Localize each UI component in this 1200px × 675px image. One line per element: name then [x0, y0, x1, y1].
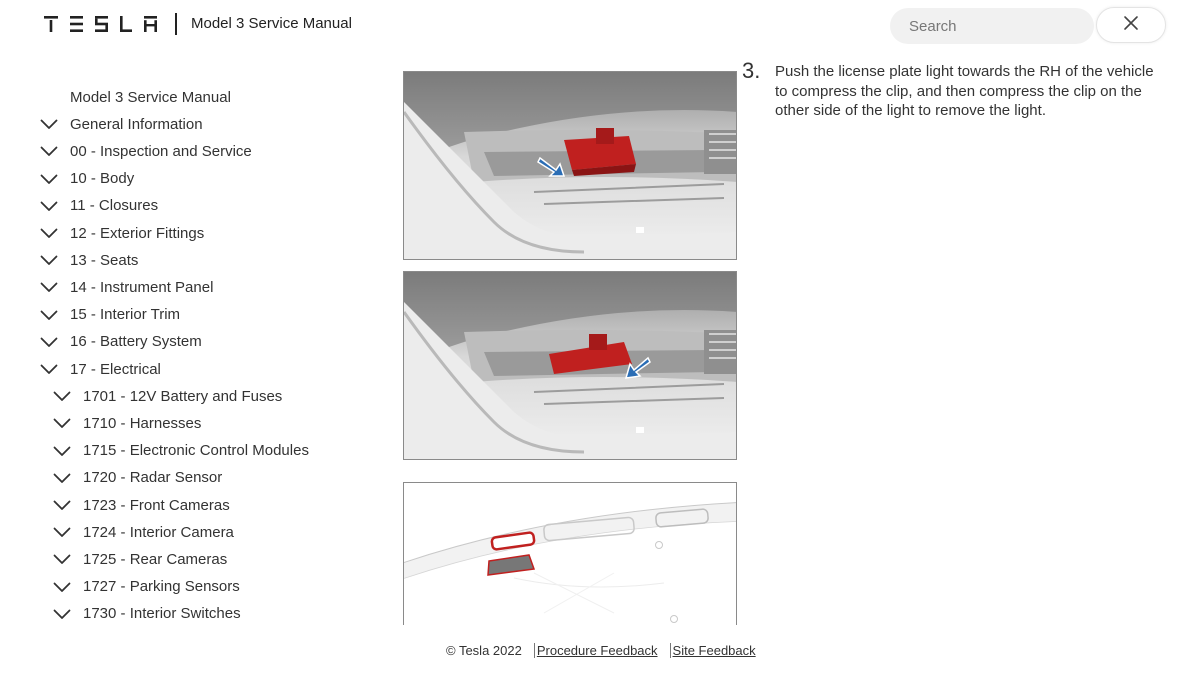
- chevron-down-icon: [40, 309, 58, 321]
- sidebar-item-label: 14 - Instrument Panel: [70, 278, 214, 296]
- chevron-down-icon: [53, 417, 71, 429]
- sidebar-item[interactable]: [70, 84, 231, 110]
- sidebar-item[interactable]: [53, 519, 234, 545]
- figure-step-3-clip-right: [403, 71, 737, 260]
- footer: [446, 643, 756, 658]
- sidebar-item-label: 00 - Inspection and Service: [70, 142, 252, 160]
- copyright: © Tesla 2022: [446, 643, 522, 658]
- sidebar-item[interactable]: [53, 438, 309, 464]
- chevron-down-icon: [53, 526, 71, 538]
- search-input[interactable]: [890, 8, 1094, 44]
- sidebar-item[interactable]: [53, 546, 227, 572]
- chevron-down-icon: [40, 336, 58, 348]
- sidebar-item[interactable]: [40, 138, 252, 164]
- sidebar-item-label: 1725 - Rear Cameras: [83, 550, 228, 568]
- sidebar-item-label: Model 3 Service Manual: [70, 88, 231, 106]
- site-feedback-link[interactable]: Site Feedback: [670, 643, 756, 658]
- sidebar-item[interactable]: [40, 111, 203, 137]
- chevron-down-icon: [40, 200, 58, 212]
- sidebar-item[interactable]: [53, 410, 201, 436]
- sidebar-nav: [0, 84, 380, 624]
- sidebar-item-label: 17 - Electrical: [70, 360, 161, 378]
- sidebar-item-label: 1720 - Radar Sensor: [83, 469, 223, 487]
- sidebar-item-label: 1715 - Electronic Control Modules: [83, 442, 309, 460]
- chevron-down-icon: [40, 254, 58, 266]
- chevron-down-icon: [40, 118, 58, 130]
- chevron-down-icon: [53, 581, 71, 593]
- chevron-down-icon: [53, 445, 71, 457]
- step-instruction: Push the license plate light towards the RH of the vehicle to compress the clip, and then compress the clip on the other side of the light to remove the light.: [775, 63, 1154, 119]
- figure-step-3-clip-left: [403, 271, 737, 460]
- manual-title[interactable]: Model 3 Service Manual: [191, 15, 352, 32]
- sidebar-item[interactable]: [53, 383, 282, 409]
- sidebar-item-label: 1701 - 12V Battery and Fuses: [83, 387, 283, 405]
- sidebar-item[interactable]: [40, 220, 204, 246]
- sidebar-item[interactable]: [40, 193, 158, 219]
- sidebar-item-label: 12 - Exterior Fittings: [70, 224, 205, 242]
- sidebar-item[interactable]: [53, 574, 240, 600]
- sidebar-item[interactable]: [40, 329, 202, 355]
- chevron-down-icon: [40, 363, 58, 375]
- sidebar-item-label: 13 - Seats: [70, 251, 139, 269]
- chevron-down-icon: [53, 499, 71, 511]
- sidebar-item-label: 1724 - Interior Camera: [83, 523, 234, 541]
- sidebar-item[interactable]: [40, 356, 161, 382]
- sidebar-item-label: 15 - Interior Trim: [70, 306, 181, 324]
- sidebar-item-label: 1723 - Front Cameras: [83, 496, 230, 514]
- sidebar-item[interactable]: [40, 274, 213, 300]
- procedure-feedback-link[interactable]: Procedure Feedback: [534, 643, 658, 658]
- sidebar-item[interactable]: [40, 247, 138, 273]
- chevron-down-icon: [53, 553, 71, 565]
- sidebar-item[interactable]: [53, 465, 222, 491]
- step-number: 3.: [742, 58, 761, 83]
- sidebar-item-label: 1727 - Parking Sensors: [83, 578, 240, 596]
- chevron-down-icon: [40, 227, 58, 239]
- sidebar-item[interactable]: [53, 601, 241, 624]
- tesla-logo[interactable]: [44, 16, 160, 32]
- close-icon: [1123, 15, 1139, 36]
- sidebar-item-label: 16 - Battery System: [70, 333, 202, 351]
- chevron-down-icon: [40, 145, 58, 157]
- figure-step-3-overview: [403, 482, 737, 625]
- chevron-down-icon: [53, 390, 71, 402]
- sidebar-item-label: 1710 - Harnesses: [83, 414, 202, 432]
- chevron-down-icon: [40, 173, 58, 185]
- top-bar: [0, 0, 1200, 50]
- chevron-down-icon: [53, 472, 71, 484]
- chevron-down-icon: [40, 281, 58, 293]
- sidebar-item[interactable]: [40, 166, 134, 192]
- sidebar-item-label: General Information: [70, 115, 203, 133]
- close-button[interactable]: [1096, 7, 1166, 43]
- sidebar-item-label: 1730 - Interior Switches: [83, 605, 241, 623]
- sidebar-item[interactable]: [53, 492, 230, 518]
- sidebar-item-label: 11 - Closures: [70, 197, 159, 215]
- sidebar-item-label: 10 - Body: [70, 170, 135, 188]
- sidebar-item[interactable]: [40, 302, 180, 328]
- header-divider: [175, 13, 177, 35]
- chevron-down-icon: [53, 608, 71, 620]
